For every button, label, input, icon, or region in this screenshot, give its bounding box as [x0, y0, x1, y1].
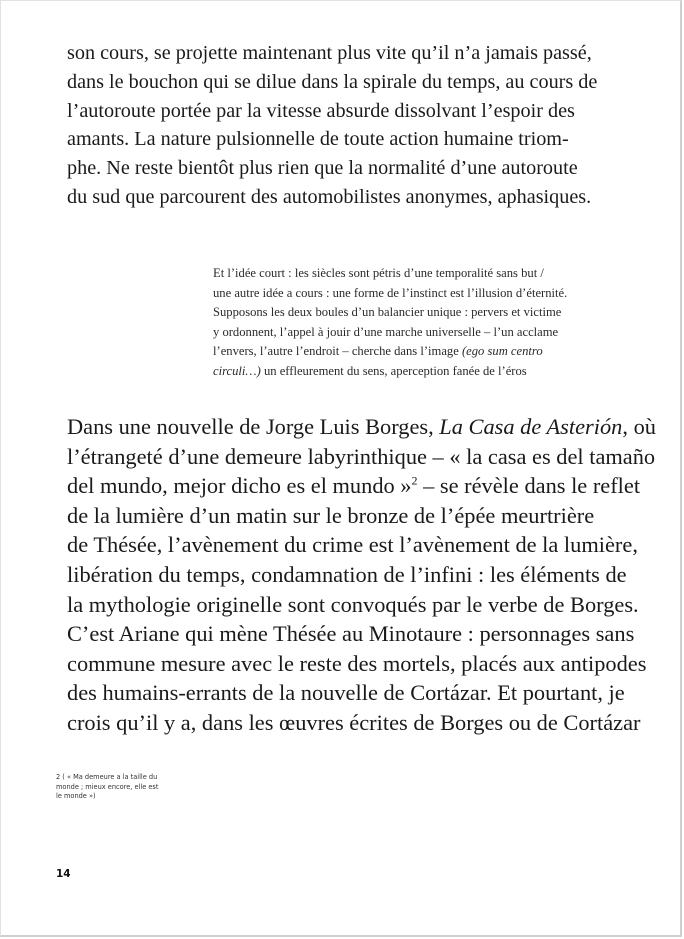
quote-line: [213, 362, 633, 382]
paragraph-line: [67, 471, 657, 501]
footnote-line: le monde »): [56, 792, 96, 801]
paragraph-2: [67, 412, 657, 738]
footnote-reference[interactable]: 2: [411, 473, 418, 488]
paragraph-line: la mythologie originelle sont convoqués par le verbe de Borges.: [67, 591, 639, 617]
paragraph-line: amants. La nature pulsionnelle de toute action humaine triom-: [67, 128, 569, 151]
paragraph-line: l’autoroute portée par la vitesse absurde dissolvant l’espoir des: [67, 99, 575, 122]
quote-line: y ordonnent, l’appel à jouir d’une marche universelle – l’un acclame: [213, 324, 559, 339]
book-title: La Casa de Asterión: [439, 414, 623, 439]
paragraph-line: des humains-errants de la nouvelle de Cortázar. Et pourtant, je: [67, 680, 625, 706]
paragraph-line: de la lumière d’un matin sur le bronze de l’épée meurtrière: [67, 502, 595, 528]
quote-line: [213, 342, 633, 362]
paragraph-1: [67, 39, 647, 212]
footnote: [56, 773, 196, 802]
block-quote: [213, 264, 633, 382]
paragraph-line: de Thésée, l’avènement du crime est l’avènement de la lumière,: [67, 532, 638, 558]
paragraph-text: , où: [622, 414, 656, 439]
quote-line: Et l’idée court : les siècles sont pétris d’une temporalité sans but /: [213, 266, 544, 280]
paragraph-line: [67, 412, 657, 442]
quote-line: Supposons les deux boules d’un balancier unique : pervers et victime: [213, 305, 562, 320]
paragraph-line: crois qu’il y a, dans les œuvres écrites de Borges ou de Cortázar: [67, 709, 641, 735]
quote-line: une autre idée a cours : une forme de l’instinct est l’illusion d’éternité.: [213, 285, 568, 300]
footnote-line: monde ; mieux encore, elle est: [56, 782, 159, 791]
paragraph-text: Dans une nouvelle de Jorge Luis Borges,: [67, 414, 440, 439]
page-number: 14: [56, 868, 71, 880]
quote-text: un effleurement du sens, aperception fanée de l’éros: [260, 363, 527, 378]
paragraph-line: C’est Ariane qui mène Thésée au Minotaure : personnages sans: [67, 621, 635, 647]
paragraph-line: libération du temps, condamnation de l’infini : les éléments de: [67, 561, 627, 587]
paragraph-line: du sud que parcourent des automobilistes anonymes, aphasiques.: [67, 185, 592, 208]
paragraph-line: l’étrangeté d’une demeure labyrinthique – « la casa es del tamaño: [67, 443, 656, 469]
latin-phrase: circuli…): [213, 363, 261, 378]
footnote-line: 2 ( « Ma demeure a la taille du: [56, 773, 158, 781]
latin-phrase: (ego sum centro: [461, 344, 543, 359]
paragraph-line: phe. Ne reste bientôt plus rien que la normalité d’une autoroute: [67, 157, 578, 180]
quote-text: l’envers, l’autre l’endroit – cherche dans l’image: [213, 344, 462, 359]
paragraph-line: dans le bouchon qui se dilue dans la spirale du temps, au cours de: [67, 70, 598, 93]
paragraph-line: son cours, se projette maintenant plus vite qu’il n’a jamais passé,: [67, 42, 592, 64]
paragraph-text: del mundo, mejor dicho es el mundo »: [67, 473, 412, 499]
paragraph-text: – se révèle dans le reflet: [417, 473, 641, 499]
paragraph-line: commune mesure avec le reste des mortels, placés aux antipodes: [67, 650, 647, 676]
